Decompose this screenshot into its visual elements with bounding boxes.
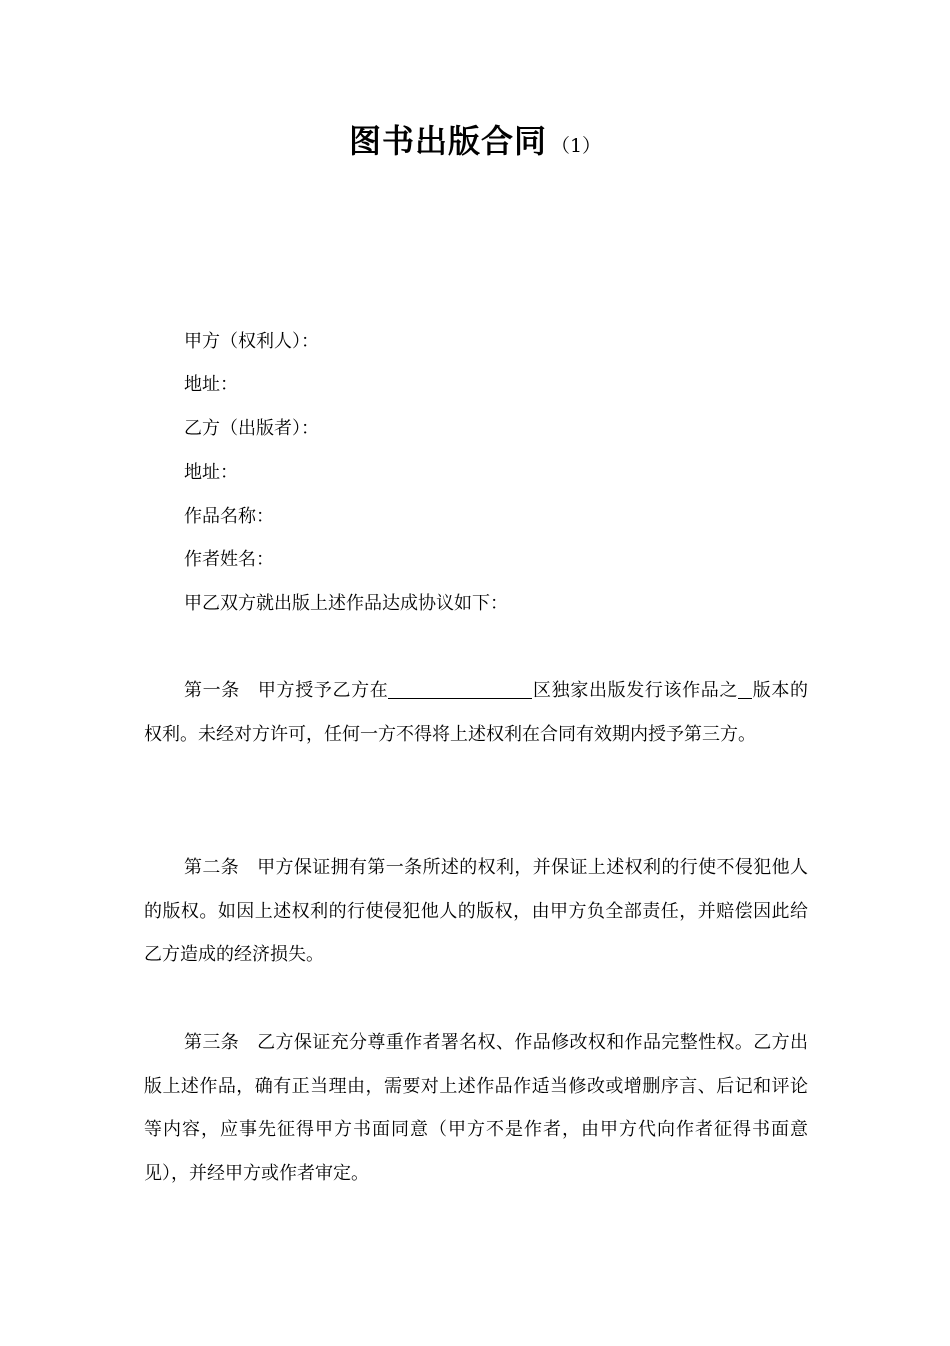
field-party-b: 乙方（出版者）： xyxy=(184,418,319,439)
clause-2-number: 第二条 xyxy=(184,857,240,878)
clause-1 xyxy=(144,669,808,756)
clause-1-number: 第一条 xyxy=(184,680,240,701)
field-party-a-address: 地址： xyxy=(184,374,238,395)
field-work-title: 作品名称： xyxy=(184,506,274,527)
clause-2-text: 甲方保证拥有第一条所述的权利，并保证上述权利的行使不侵犯他人的版权。如因上述权利的行使侵犯他人的版权，由甲方负全部责任，并赔偿因此给乙方造成的经济损失。 xyxy=(144,857,808,965)
field-party-a: 甲方（权利人）： xyxy=(184,331,319,352)
document-title xyxy=(0,116,950,162)
clause-1-text-c: 版本的权利。未经对方许可，任何一方不得将上述权利在合同有效期内授予第三方。 xyxy=(144,680,809,745)
clause-1-text-a: 甲方授予乙方在 xyxy=(257,680,389,701)
edition-blank xyxy=(738,678,752,699)
region-blank xyxy=(388,678,532,699)
clause-3-number: 第三条 xyxy=(184,1032,240,1053)
clause-3-text: 乙方保证充分尊重作者署名权、作品修改权和作品完整性权。乙方出版上述作品，确有正当理由，需要对上述作品作适当修改或增删序言、后记和评论等内容，应事先征得甲方书面同意（甲方不是作者，由甲方代向作者征得书面意见），并经甲方或作者审定。 xyxy=(144,1032,808,1184)
title-main: 图书出版合同 xyxy=(348,122,547,160)
clause-2 xyxy=(144,846,808,977)
field-author-name: 作者姓名： xyxy=(184,549,274,570)
clause-3 xyxy=(144,1021,808,1195)
agreement-intro: 甲乙双方就出版上述作品达成协议如下： xyxy=(184,593,508,614)
title-number: （1） xyxy=(550,135,602,157)
clause-1-text-b: 区独家出版发行该作品之 xyxy=(532,680,739,701)
field-party-b-address: 地址： xyxy=(184,462,238,483)
